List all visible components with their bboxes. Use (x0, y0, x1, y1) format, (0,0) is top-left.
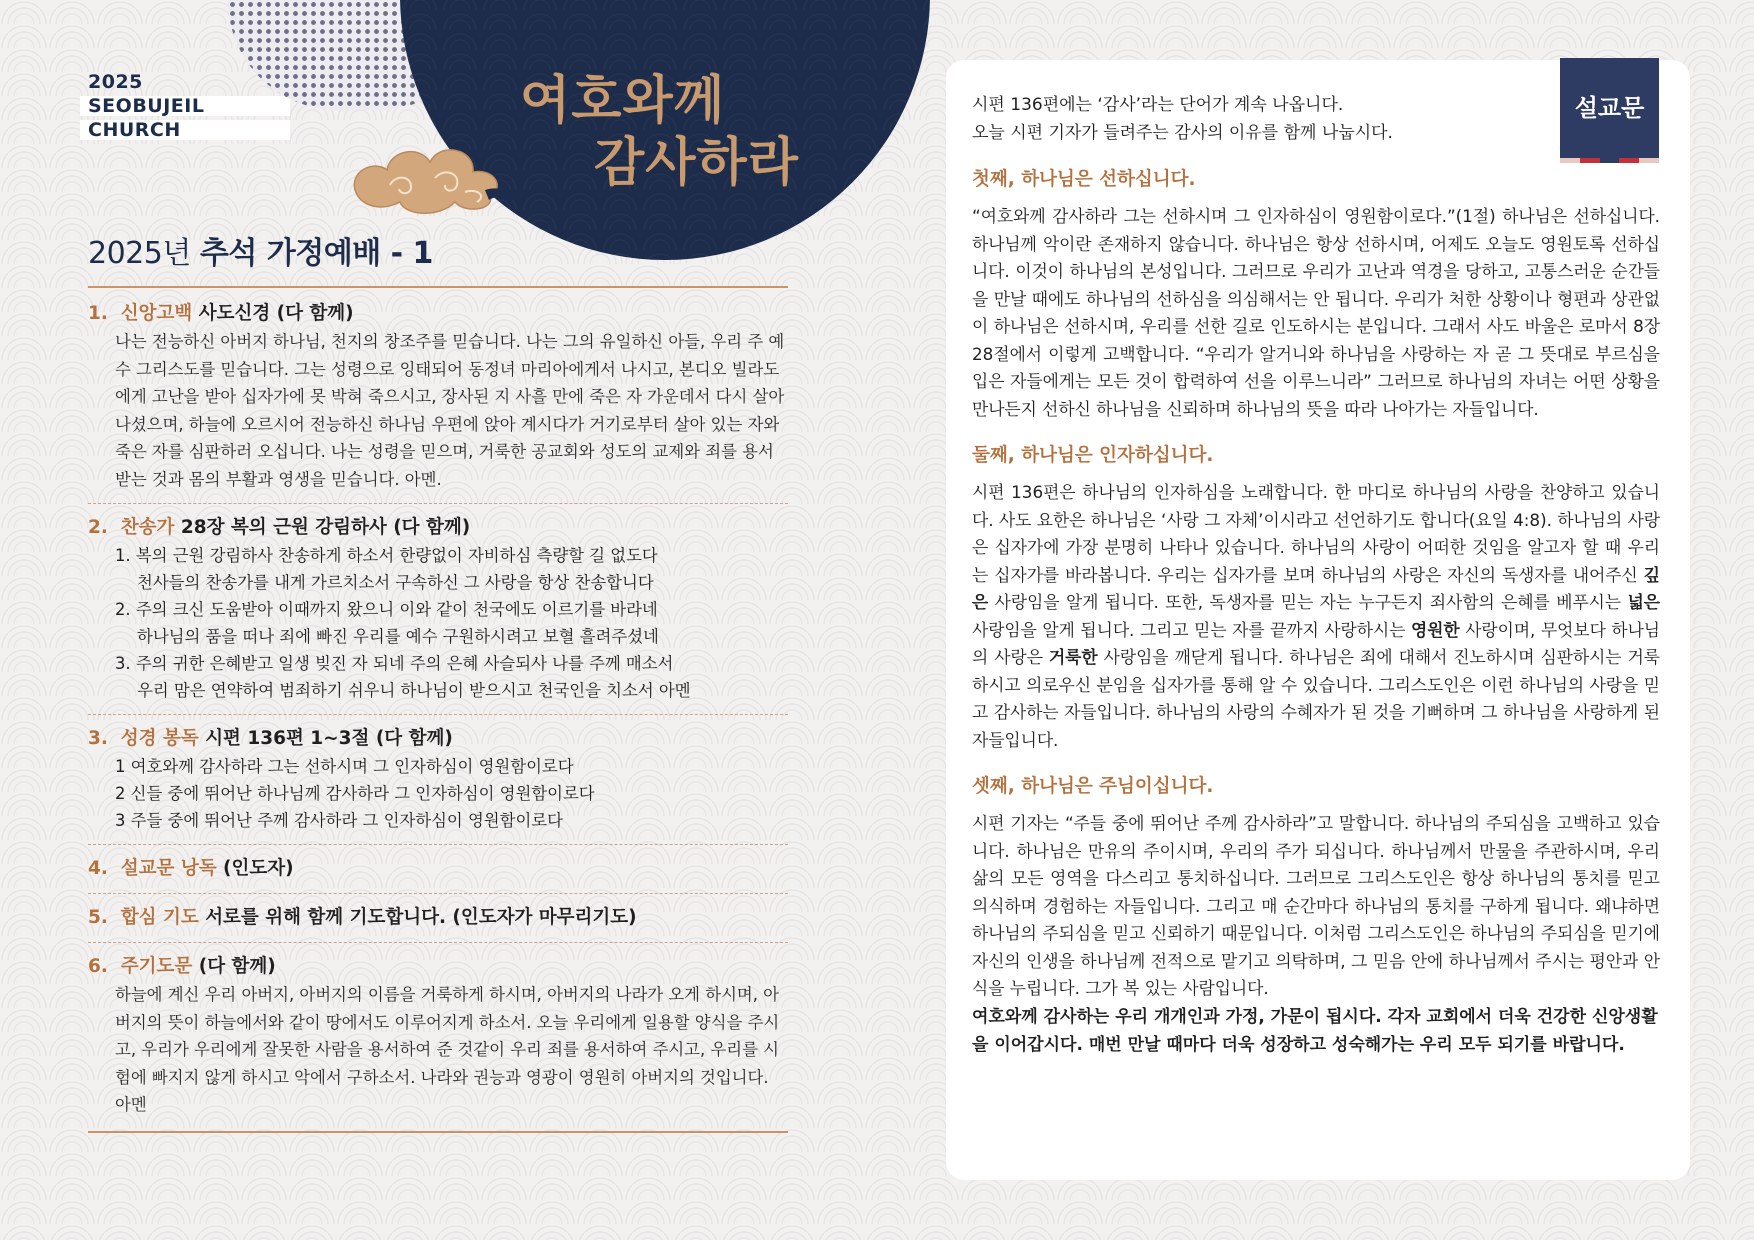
section-hymn (88, 514, 788, 704)
section-lords-prayer (88, 953, 788, 1119)
point-heading: 첫째, 하나님은 선하십니다. (972, 169, 1196, 190)
church-name-line2: CHURCH (88, 119, 181, 141)
scripture-verse: 2 신들 중에 뛰어난 하나님께 감사하라 그 인자하심이 영원함이로다 (115, 784, 595, 803)
title-line1: 여호와께 (520, 70, 725, 131)
church-year: 2025 (88, 71, 143, 93)
section-title: 3. 성경 봉독 시편 136편 1~3절 (다 함께) (88, 728, 453, 749)
section-divider (88, 503, 788, 504)
section-divider (88, 893, 788, 894)
sermon-badge: 설교문 (1560, 58, 1659, 158)
point-paragraph: 시편 136편은 하나님의 인자하심을 노래합니다. 한 마디로 하나님의 사랑을 찬양하고 있습니다. 사도 요한은 하나님은 ‘사랑 그 자체’이시라고 선언하기도 합니다(요일 4:8). 하나님의 사랑은 십자가에 가장 분명히 나타나 있습니다. 하나님의 사랑이 어떠한 것임을 알고자 할 때 우리는 십자가를 바라봅니다. 우리는 십자가를 보며 하나님의 사랑은 자신의 독생자를 내어주신 깊은 사랑임을 알게 됩니다. 또한, 독생자를 믿는 자는 누구든지 죄사함의 은혜를 베푸시는 넓은 사랑임을 알게 됩니다. 그리고 믿는 자를 끝까지 사랑하시는 영원한 사랑이며, 무엇보다 하나님의 사랑은 거룩한 사랑임을 깨닫게 됩니다. 하나님은 죄에 대해서 진노하시며 심판하시는 거룩하시고 의로우신 분임을 십자가를 통해 알 수 있습니다. 그리스도인은 이런 하나님의 사랑을 믿고 감사하는 자들입니다. 하나님의 사랑의 수혜자가 된 것을 기뻐하며 그 하나님을 사랑하게 된 자들입니다. (972, 482, 1660, 750)
point-heading: 셋째, 하나님은 주님이십니다. (972, 776, 1214, 797)
title-divider (88, 286, 788, 288)
title-line2: 감사하라 (594, 132, 799, 193)
scripture-verse: 1 여호와께 감사하라 그는 선하시며 그 인자하심이 영원함이로다 (115, 757, 574, 776)
point-heading: 둘째, 하나님은 인자하십니다. (972, 445, 1214, 466)
cloud-ornament-icon (345, 130, 515, 220)
bottom-divider (88, 1131, 788, 1133)
hymn-verse: 2. 주의 크신 도움받아 이때까지 왔으니 이와 같이 천국에도 이르기를 바라네 하나님의 품을 떠나 죄에 빠진 우리를 예수 구원하시려고 보혈 흘려주셨네 (115, 600, 659, 646)
main-title (520, 70, 799, 194)
section-scripture (88, 725, 788, 834)
apostles-creed-text: 나는 전능하신 아버지 하나님, 천지의 창조주를 믿습니다. 나는 그의 유일하신 아들, 우리 주 예수 그리스도를 믿습니다. 그는 성령으로 잉태되어 동정녀 마리아에게서 나시고, 본디오 빌라도에게 고난을 받아 십자가에 못 박혀 죽으시고, 장사된 지 사흘 만에 죽은 자 가운데서 다시 살아나셨으며, 하늘에 오르시어 전능하신 하나님 우편에 앉아 계시다가 거기로부터 살아 있는 자와 죽은 자를 심판하러 오십니다. 나는 성령을 믿으며, 거룩한 공교회와 성도의 교제와 죄를 용서 받는 것과 몸의 부활과 영생을 믿습니다. 아멘. (115, 332, 785, 489)
point-paragraph: 시편 기자는 “주들 중에 뛰어난 주께 감사하라”고 말합니다. 하나님의 주되심을 고백하고 있습니다. 하나님은 만유의 주이시며, 우리의 주가 되십니다. 하나님께서 만물을 주관하시며, 우리 삶의 모든 영역을 다스리고 통치하십니다. 그러므로 그리스도인은 항상 하나님의 통치를 믿고 의식하며 경험하는 자들입니다. 그리고 매 순간마다 하나님의 통치를 구하게 됩니다. 왜냐하면 하나님의 주되심을 믿고 신뢰하기 때문입니다. 이처럼 그리스도인은 하나님의 주되심을 믿기에 자신의 인생을 하나님께 전적으로 맡기고 의탁하며, 그 믿음 안에 하나님께서 주시는 평안과 안식을 누립니다. 그가 복 있는 사람입니다. (972, 813, 1660, 998)
point-paragraph: “여호와께 감사하라 그는 선하시며 그 인자하심이 영원함이로다.”(1절) 하나님은 선하십니다. 하나님께 악이란 존재하지 않습니다. 하나님은 항상 선하시며, 어제도 오늘도 영원토록 선하십니다. 이것이 하나님의 본성입니다. 그러므로 우리가 고난과 역경을 당하고, 고통스러운 순간들을 만날 때에도 하나님의 선하심을 의심해서는 안 됩니다. 우리가 처한 상황이나 형편과 상관없이 하나님은 선하시며, 우리를 선한 길로 인도하시는 분입니다. 그래서 사도 바울은 로마서 8장 28절에서 이렇게 고백합니다. “우리가 알거니와 하나님을 사랑하는 자 곧 그 뜻대로 부르심을 입은 자들에게는 모든 것이 합력하여 선을 이루느니라” 그러므로 하나님의 자녀는 어떤 상황을 만나든지 선하신 하나님을 신뢰하며 하나님의 뜻을 따라 나아가는 자들입니다. (972, 206, 1660, 419)
page-title: 2025년 추석 가정예배 - 1 (88, 236, 433, 271)
closing-statement: 여호와께 감사하는 우리 개개인과 가정, 가문이 됩시다. 각자 교회에서 더욱 건강한 신앙생활을 이어갑시다. 매번 만날 때마다 더욱 성장하고 성숙해가는 우리 모두 되기를 바랍니다. (972, 1006, 1658, 1055)
section-title: 1. 신앙고백 사도신경 (다 함께) (88, 303, 354, 324)
lords-prayer-text: 하늘에 계신 우리 아버지, 아버지의 이름을 거룩하게 하시며, 아버지의 나라가 오게 하시며, 아버지의 뜻이 하늘에서와 같이 땅에서도 이루어지게 하소서. 오늘 우리에게 일용할 양식을 주시고, 우리가 우리에게 잘못한 사람을 용서하여 준 것같이 우리 죄를 용서하여 주시고, 우리를 시험에 빠지지 않게 하시고 악에서 구하소서. 나라와 권능과 영광이 영원히 아버지의 것입니다. 아멘 (115, 985, 780, 1114)
order-of-worship (88, 228, 788, 1145)
sermon-text (972, 92, 1660, 1060)
section-title: 6. 주기도문 (다 함께) (88, 956, 276, 977)
section-divider (88, 714, 788, 715)
sermon-intro: 시편 136편에는 ‘감사’라는 단어가 계속 나옵니다. 오늘 시편 기자가 들려주는 감사의 이유를 함께 나눕시다. (972, 95, 1393, 143)
section-prayer: 5. 합심 기도 서로를 위해 함께 기도합니다. (인도자가 마무리기도) (88, 907, 637, 928)
section-title: 2. 찬송가 28장 복의 근원 강림하사 (다 함께) (88, 517, 471, 538)
church-name-line1: SEOBUJEIL (88, 95, 205, 117)
scripture-verse: 3 주들 중에 뛰어난 주께 감사하라 그 인자하심이 영원함이로다 (115, 811, 563, 830)
section-sermon-reading: 4. 설교문 낭독 (인도자) (88, 858, 294, 879)
hymn-verse: 3. 주의 귀한 은혜받고 일생 빚진 자 되네 주의 은혜 사슬되사 나를 주께 매소서 우리 맘은 연약하여 범죄하기 쉬우니 하나님이 받으시고 천국인을 치소서 아멘 (115, 654, 691, 700)
section-confession (88, 300, 788, 493)
church-name (88, 70, 204, 142)
section-divider (88, 844, 788, 845)
section-divider (88, 942, 788, 943)
hymn-verse: 1. 복의 근원 강림하사 찬송하게 하소서 한량없이 자비하심 측량할 길 없도다 천사들의 찬송가를 내게 가르치소서 구속하신 그 사랑을 항상 찬송합니다 (115, 546, 658, 592)
